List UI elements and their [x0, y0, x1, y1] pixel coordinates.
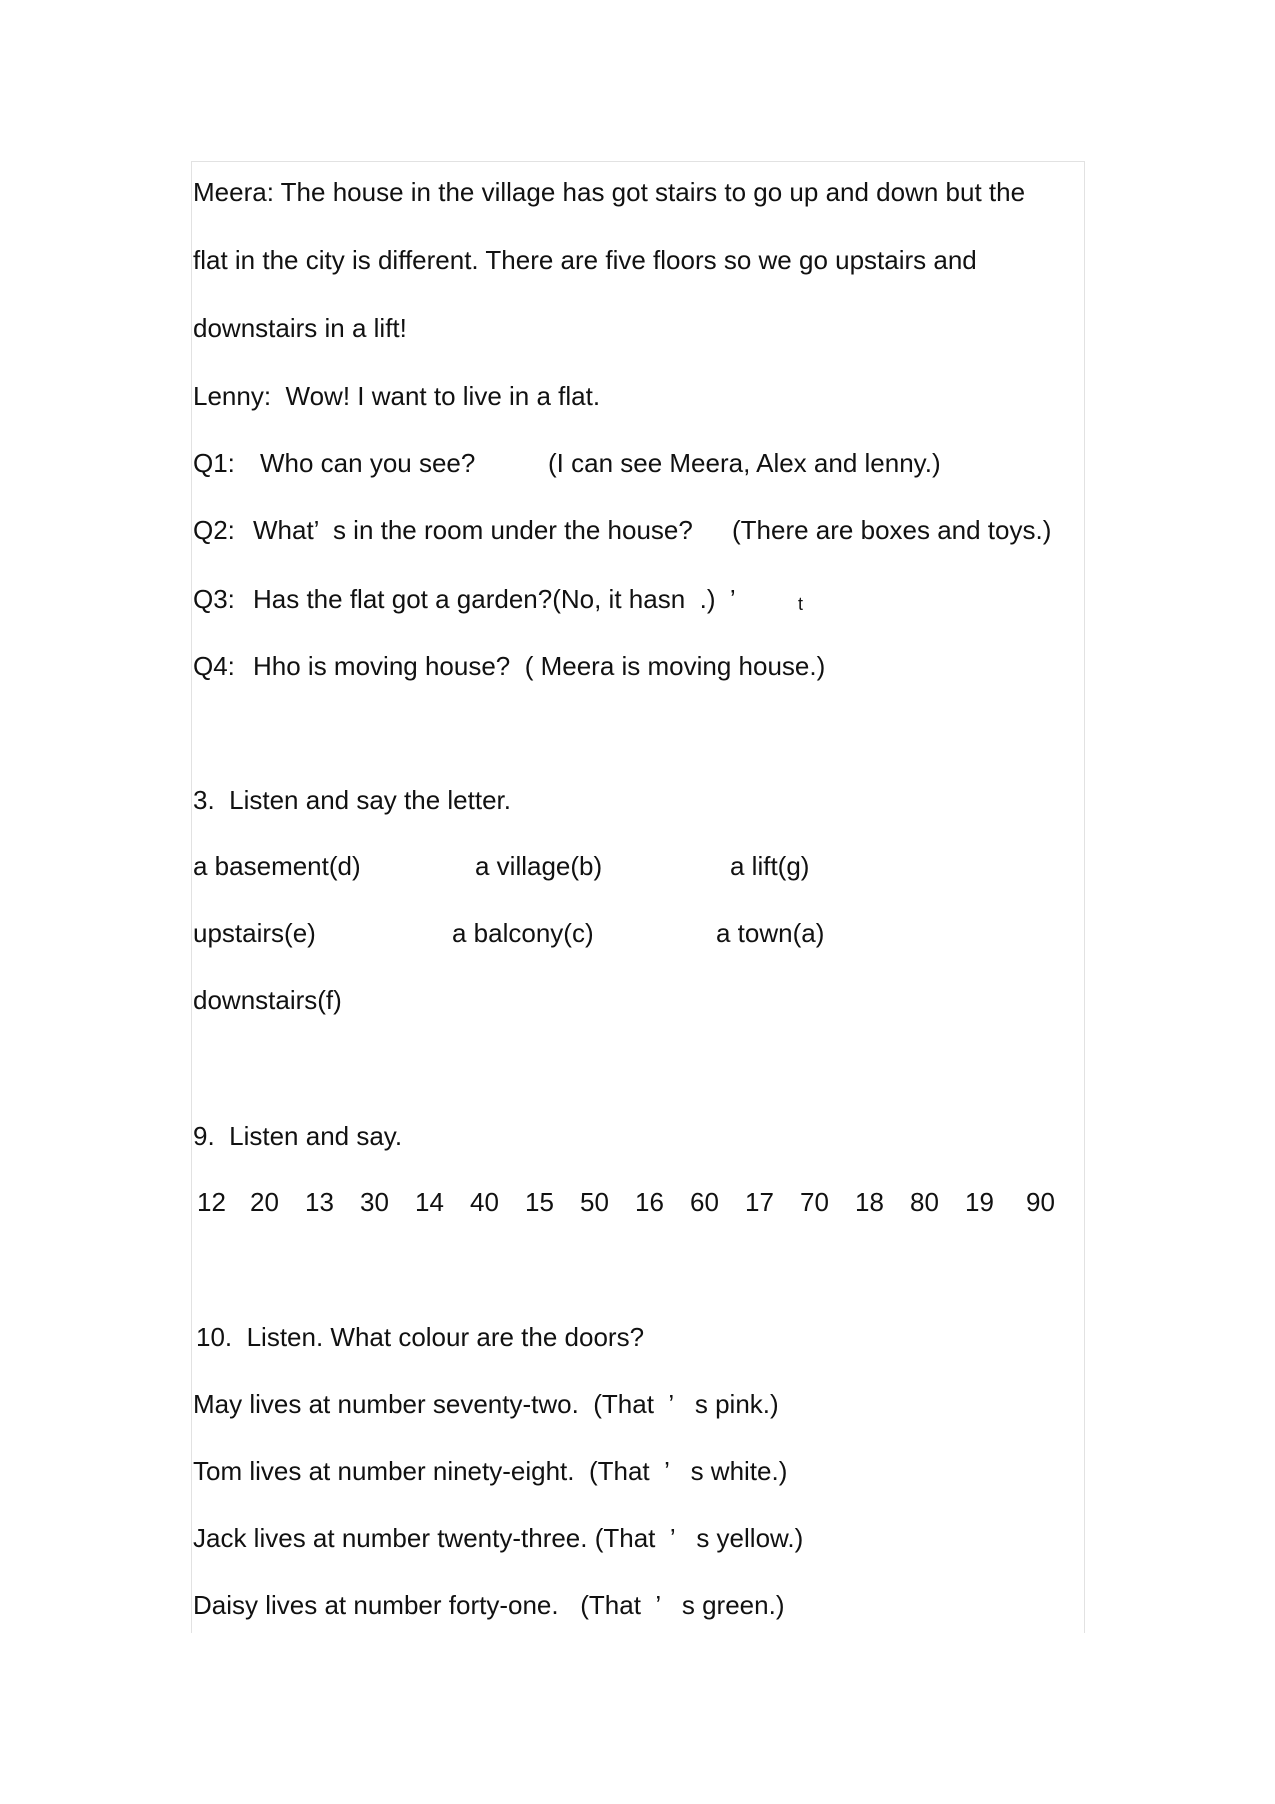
exercise9-number: 15 [525, 1187, 554, 1217]
q3-stray-mark: t [798, 594, 804, 614]
q2-label: Q2: [193, 515, 235, 545]
exercise9-heading: 9. Listen and say. [193, 1121, 403, 1151]
q4-label: Q4: [193, 651, 235, 681]
dialogue-meera-line-2: flat in the city is different. There are five floors so we go upstairs and [193, 245, 977, 275]
exercise10-line: Tom lives at number ninety-eight. (That ’ s white.) [193, 1456, 788, 1486]
q3-text: Has the flat got a garden?(No, it hasn .) ’ [253, 584, 736, 614]
exercise10-heading: 10. Listen. What colour are the doors? [196, 1322, 645, 1352]
frame-right-border [1084, 161, 1085, 1633]
exercise9-number: 50 [580, 1187, 609, 1217]
exercise9-number: 60 [690, 1187, 719, 1217]
exercise9-number: 13 [305, 1187, 334, 1217]
exercise9-number: 80 [910, 1187, 939, 1217]
exercise9-number: 30 [360, 1187, 389, 1217]
frame-top-border [191, 161, 1084, 162]
exercise10-line: Jack lives at number twenty-three. (That ’ s yellow.) [193, 1523, 804, 1553]
q1-question: Who can you see? [260, 448, 476, 478]
frame-left-border [191, 161, 192, 1633]
exercise3-item: a basement(d) [193, 851, 361, 881]
exercise9-number: 12 [197, 1187, 226, 1217]
q1-label: Q1: [193, 448, 235, 478]
q4-text: Hho is moving house? ( Meera is moving house.) [253, 651, 826, 681]
dialogue-meera-line-1: Meera: The house in the village has got stairs to go up and down but the [193, 177, 1026, 207]
exercise3-heading: 3. Listen and say the letter. [193, 785, 511, 815]
q3-label: Q3: [193, 584, 235, 614]
exercise10-line: May lives at number seventy-two. (That ’ s pink.) [193, 1389, 779, 1419]
exercise9-number: 20 [250, 1187, 279, 1217]
q2-question: What’ s in the room under the house? [253, 515, 693, 545]
exercise9-number: 40 [470, 1187, 499, 1217]
exercise10-line: Daisy lives at number forty-one. (That ’ s green.) [193, 1590, 785, 1620]
exercise3-item: a town(a) [716, 918, 825, 948]
exercise9-number: 90 [1026, 1187, 1055, 1217]
dialogue-lenny-line: Lenny: Wow! I want to live in a flat. [193, 381, 601, 411]
exercise3-item: a balcony(c) [452, 918, 594, 948]
exercise9-number: 18 [855, 1187, 884, 1217]
q1-answer: (I can see Meera, Alex and lenny.) [548, 448, 941, 478]
exercise3-item: a lift(g) [730, 851, 810, 881]
exercise9-number: 14 [415, 1187, 444, 1217]
exercise9-number: 17 [745, 1187, 774, 1217]
dialogue-meera-line-3: downstairs in a lift! [193, 313, 407, 343]
exercise3-item: downstairs(f) [193, 985, 342, 1015]
q2-answer: (There are boxes and toys.) [732, 515, 1052, 545]
exercise3-item: upstairs(e) [193, 918, 316, 948]
exercise3-item: a village(b) [475, 851, 603, 881]
exercise9-number: 70 [800, 1187, 829, 1217]
exercise9-number: 16 [635, 1187, 664, 1217]
exercise9-number: 19 [965, 1187, 994, 1217]
